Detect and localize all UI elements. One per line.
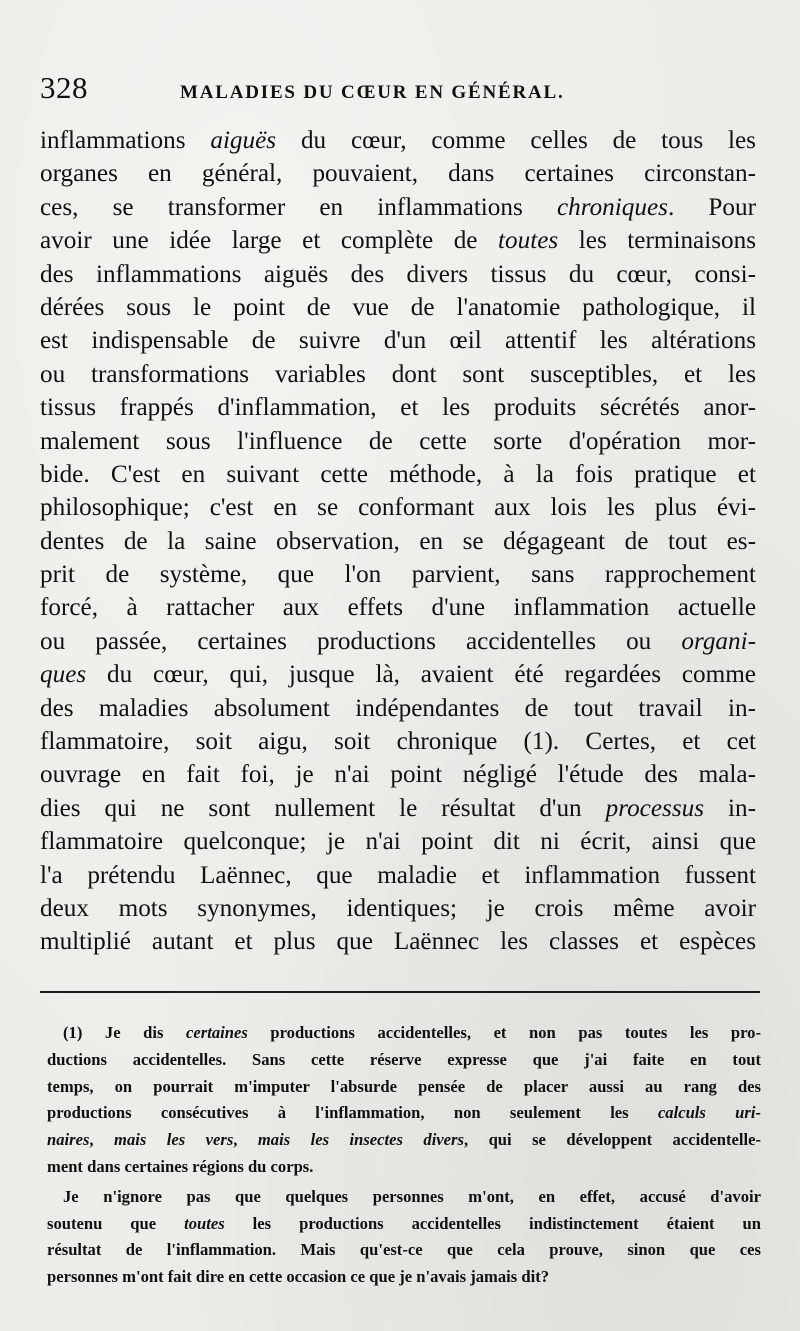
text-run: bide. C'est en suivant cette méthode, à la fois pratique et bbox=[40, 460, 756, 488]
text-line bbox=[40, 591, 756, 624]
text-line bbox=[40, 324, 756, 357]
text-run: des maladies absolument indépendantes de tout travail in- bbox=[40, 694, 756, 722]
text-run: ou transformations variables dont sont susceptibles, et les bbox=[40, 360, 756, 388]
italic-text-run: aiguës bbox=[210, 127, 277, 154]
text-line bbox=[47, 1020, 761, 1047]
text-line bbox=[40, 358, 756, 391]
text-run: ces, se transformer en inflammations bbox=[40, 193, 557, 221]
text-run: dérées sous le point de vue de l'anatomie pathologique, il bbox=[40, 293, 756, 321]
text-line bbox=[47, 1154, 761, 1181]
text-run: ductions accidentelles. Sans cette réserve expresse que j'ai faite en tout bbox=[47, 1049, 761, 1069]
text-line bbox=[40, 925, 756, 958]
text-line bbox=[40, 692, 756, 725]
text-line bbox=[40, 191, 756, 224]
text-line bbox=[47, 1211, 761, 1238]
text-line bbox=[47, 1127, 761, 1154]
text-run: (1) Je dis bbox=[63, 1023, 187, 1042]
text-line bbox=[40, 157, 756, 190]
text-line bbox=[40, 725, 756, 758]
text-line bbox=[40, 525, 756, 558]
text-run: des inflammations aiguës des divers tissus du cœur, consi- bbox=[40, 260, 756, 288]
text-line bbox=[40, 458, 756, 491]
italic-text-run: toutes bbox=[498, 227, 559, 255]
text-line bbox=[40, 792, 756, 825]
text-line bbox=[40, 658, 756, 691]
italic-text-run: processus bbox=[605, 794, 705, 822]
italic-text-run: certaines bbox=[186, 1023, 248, 1042]
text-run: prit de système, que l'on parvient, sans rapprochement bbox=[40, 561, 756, 589]
text-run: deux mots synonymes, identiques; je crois même avoir bbox=[40, 894, 756, 922]
footnote-1 bbox=[47, 1020, 761, 1181]
running-head: MALADIES DU CŒUR EN GÉNÉRAL. bbox=[180, 82, 565, 103]
text-run: inflammations bbox=[40, 127, 211, 154]
italic-text-run: ques bbox=[40, 661, 87, 689]
italic-text-run: chroniques bbox=[556, 193, 668, 221]
text-line bbox=[40, 892, 756, 925]
page-number: 328 bbox=[40, 70, 88, 105]
italic-text-run: mais les insectes divers bbox=[257, 1130, 464, 1150]
text-run: malement sous l'influence de cette sorte d'opération mor- bbox=[40, 427, 756, 455]
text-run: ouvrage en fait foi, je n'ai point négligé l'étude des mala- bbox=[40, 761, 756, 789]
italic-text-run: naires bbox=[47, 1130, 90, 1150]
text-run: in- bbox=[704, 794, 756, 822]
text-run: flammatoire quelconque; je n'ai point dit ni écrit, ainsi que bbox=[40, 828, 756, 856]
text-line bbox=[40, 625, 756, 658]
text-run: dentes de la saine observation, en se dégageant de tout es- bbox=[40, 527, 756, 555]
text-line bbox=[47, 1100, 761, 1127]
text-run: temps, on pourrait m'imputer l'absurde pensée de placer aussi au rang des bbox=[47, 1076, 761, 1096]
text-line bbox=[40, 558, 756, 591]
text-run: multiplié autant et plus que Laënnec les classes et espèces bbox=[40, 928, 756, 956]
main-text bbox=[40, 124, 756, 959]
text-line bbox=[40, 825, 756, 858]
text-line bbox=[40, 425, 756, 458]
text-run: personnes m'ont fait dire en cette occasion ce que je n'avais jamais dit? bbox=[47, 1267, 550, 1287]
text-run: soutenu que bbox=[47, 1213, 185, 1233]
text-run: l'a prétendu Laënnec, que maladie et inflammation fussent bbox=[40, 861, 756, 889]
text-run: est indispensable de suivre d'un œil attentif les altérations bbox=[40, 327, 756, 355]
text-run: résultat de l'inflammation. Mais qu'est-ce que cela prouve, sinon que ces bbox=[47, 1240, 761, 1260]
footnotes bbox=[47, 1020, 761, 1291]
text-line bbox=[47, 1264, 761, 1291]
text-run: forcé, à rattacher aux effets d'une inflammation actuelle bbox=[40, 594, 756, 622]
text-line bbox=[47, 1074, 761, 1101]
italic-text-run: toutes bbox=[184, 1213, 225, 1233]
text-run: flammatoire, soit aigu, soit chronique (1). Certes, et cet bbox=[40, 728, 756, 756]
text-run: Je n'ignore pas que quelques personnes m'ont, en effet, accusé d'avoir bbox=[63, 1186, 761, 1206]
italic-text-run: organi- bbox=[681, 627, 756, 655]
italic-text-run: mais les vers bbox=[114, 1130, 234, 1150]
text-run: , bbox=[233, 1130, 258, 1150]
text-run: les productions accidentelles indistinctement étaient un bbox=[224, 1213, 761, 1233]
text-run: ou passée, certaines productions accidentelles ou bbox=[40, 627, 682, 655]
text-line bbox=[40, 391, 756, 424]
text-line bbox=[40, 859, 756, 892]
text-line bbox=[47, 1184, 761, 1211]
text-run: du cœur, comme celles de tous les bbox=[276, 127, 756, 154]
text-run: avoir une idée large et complète de bbox=[40, 227, 499, 255]
text-run: tissus frappés d'inflammation, et les produits sécrétés anor- bbox=[40, 394, 756, 422]
text-line bbox=[40, 291, 756, 324]
text-run: philosophique; c'est en se conformant aux lois les plus évi- bbox=[40, 494, 756, 522]
text-run: . Pour bbox=[667, 193, 756, 221]
text-line bbox=[40, 258, 756, 291]
text-run: du cœur, qui, jusque là, avaient été regardées comme bbox=[86, 661, 756, 689]
text-run: productions consécutives à l'inflammation, non seulement les bbox=[47, 1103, 658, 1123]
text-run: , bbox=[89, 1130, 115, 1150]
text-run: les terminaisons bbox=[558, 227, 756, 255]
text-run: ment dans certaines régions du corps. bbox=[47, 1156, 314, 1176]
footnote-divider bbox=[40, 991, 760, 993]
italic-text-run: calculs uri- bbox=[657, 1103, 761, 1123]
text-run: , qui se développent accidentelle- bbox=[463, 1130, 761, 1150]
text-line bbox=[40, 491, 756, 524]
footnote-2 bbox=[47, 1184, 761, 1291]
text-line bbox=[47, 1237, 761, 1264]
text-run: productions accidentelles, et non pas toutes les pro- bbox=[247, 1023, 761, 1042]
text-line bbox=[40, 224, 756, 257]
page-header bbox=[40, 70, 760, 110]
text-line bbox=[47, 1047, 761, 1074]
text-line bbox=[40, 124, 756, 157]
text-run: dies qui ne sont nullement le résultat d'un bbox=[40, 794, 606, 822]
text-line bbox=[40, 758, 756, 791]
text-run: organes en général, pouvaient, dans certaines circonstan- bbox=[40, 160, 756, 188]
